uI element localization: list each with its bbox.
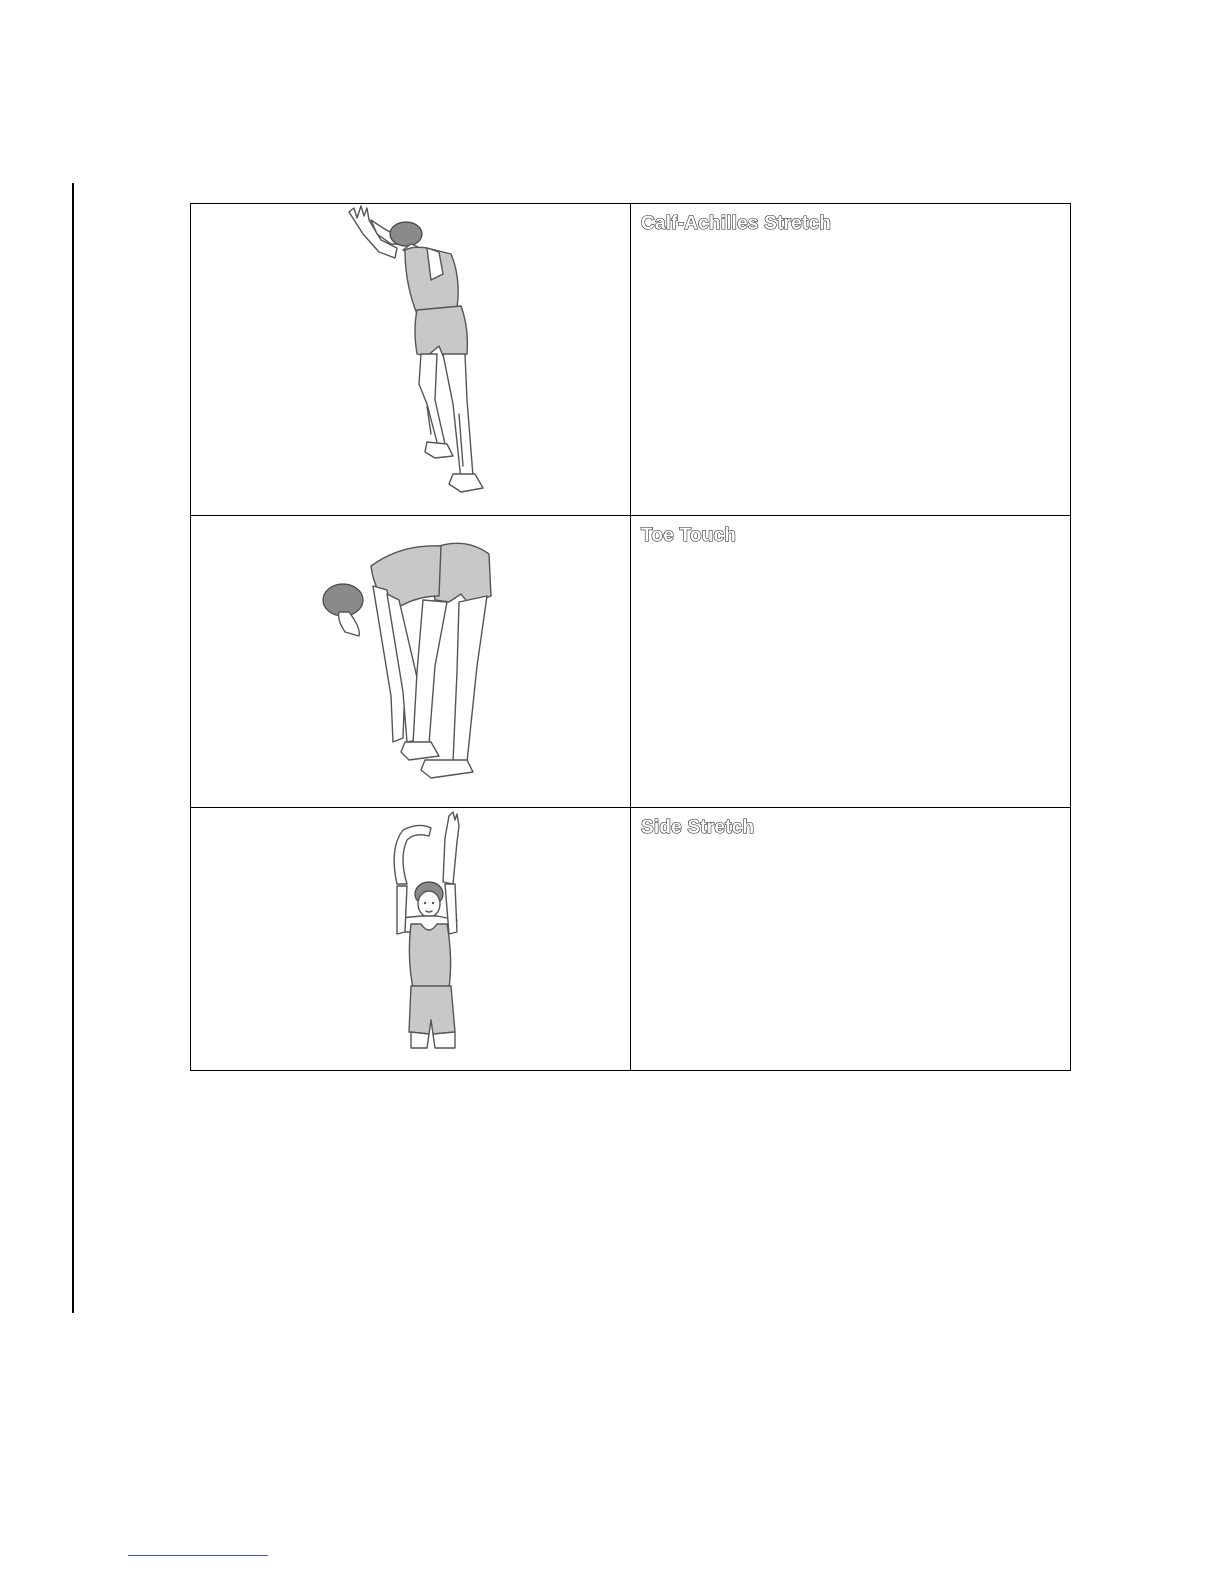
calf-achilles-stretch-figure [191,204,631,504]
illustration-cell [191,807,631,1070]
table-row [191,204,1071,516]
table-row [191,516,1071,807]
margin-rule [72,183,74,1313]
stretch-title: Calf-Achilles Stretch [641,213,832,234]
stretch-title: Side Stretch [641,816,755,838]
side-stretch-figure [191,808,631,1070]
stretch-table [190,203,1071,1071]
illustration-cell [191,204,631,516]
footnote-rule [128,1555,268,1556]
stretch-title: Toe Touch [641,525,737,547]
illustration-cell [191,516,631,807]
toe-touch-figure [191,516,631,801]
stretch-description-cell [631,807,1071,1070]
table-row [191,807,1071,1070]
stretch-description-cell [631,516,1071,807]
stretch-description-cell [631,204,1071,516]
